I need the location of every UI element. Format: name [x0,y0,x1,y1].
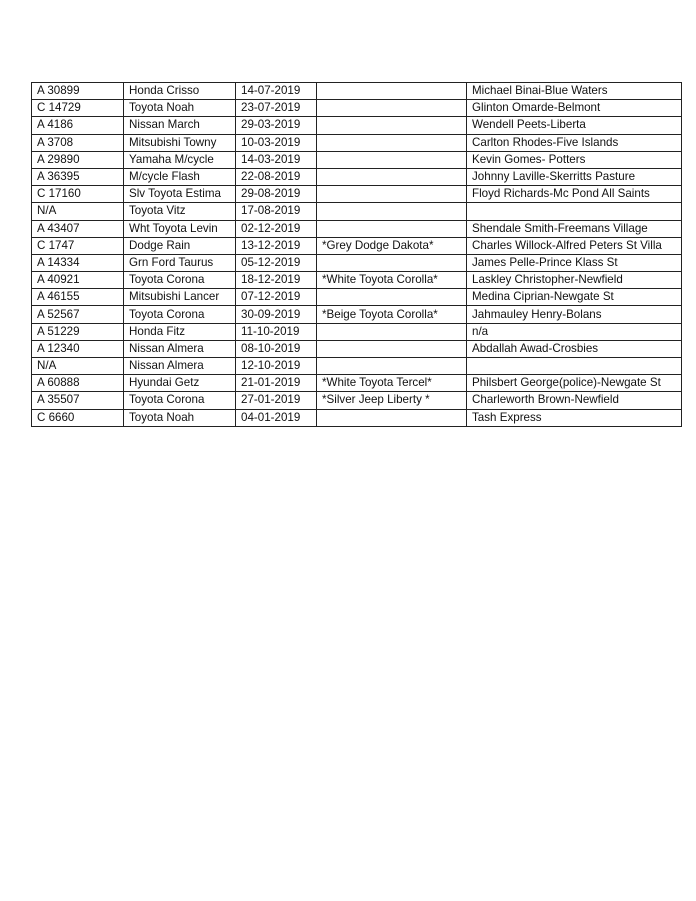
plate-number-cell: C 17160 [32,186,124,203]
plate-number-cell: A 12340 [32,340,124,357]
plate-number-cell: N/A [32,358,124,375]
owner-location-cell: Charles Willock-Alfred Peters St Villa [467,237,682,254]
replacement-vehicle-cell [317,117,467,134]
replacement-vehicle-cell [317,168,467,185]
replacement-vehicle-cell [317,186,467,203]
replacement-vehicle-cell [317,254,467,271]
owner-location-cell: Carlton Rhodes-Five Islands [467,134,682,151]
date-cell: 07-12-2019 [236,289,317,306]
plate-number-cell: C 6660 [32,409,124,426]
vehicle-model-cell: Toyota Noah [124,409,236,426]
plate-number-cell: A 14334 [32,254,124,271]
replacement-vehicle-cell [317,220,467,237]
plate-number-cell: A 46155 [32,289,124,306]
date-cell: 23-07-2019 [236,100,317,117]
plate-number-cell: C 1747 [32,237,124,254]
replacement-vehicle-cell [317,289,467,306]
replacement-vehicle-cell: *Grey Dodge Dakota* [317,237,467,254]
replacement-vehicle-cell [317,409,467,426]
vehicle-model-cell: Hyundai Getz [124,375,236,392]
table-row [32,272,682,289]
replacement-vehicle-cell: *Silver Jeep Liberty * [317,392,467,409]
table-row [32,186,682,203]
vehicle-records-table [31,82,682,427]
date-cell: 14-03-2019 [236,151,317,168]
owner-location-cell: Abdallah Awad-Crosbies [467,340,682,357]
table-row [32,168,682,185]
replacement-vehicle-cell: *Beige Toyota Corolla* [317,306,467,323]
vehicle-model-cell: Toyota Noah [124,100,236,117]
table-row [32,289,682,306]
replacement-vehicle-cell [317,100,467,117]
replacement-vehicle-cell [317,358,467,375]
date-cell: 12-10-2019 [236,358,317,375]
table-body [32,83,682,427]
table-row [32,340,682,357]
owner-location-cell: Shendale Smith-Freemans Village [467,220,682,237]
plate-number-cell: A 52567 [32,306,124,323]
owner-location-cell [467,358,682,375]
replacement-vehicle-cell [317,323,467,340]
vehicle-model-cell: Toyota Corona [124,306,236,323]
date-cell: 08-10-2019 [236,340,317,357]
date-cell: 29-03-2019 [236,117,317,134]
table-row [32,100,682,117]
replacement-vehicle-cell [317,151,467,168]
plate-number-cell: A 43407 [32,220,124,237]
plate-number-cell: A 40921 [32,272,124,289]
owner-location-cell: Charleworth Brown-Newfield [467,392,682,409]
table-row [32,323,682,340]
plate-number-cell: A 30899 [32,83,124,100]
owner-location-cell: Wendell Peets-Liberta [467,117,682,134]
table-row [32,392,682,409]
vehicle-model-cell: Slv Toyota Estima [124,186,236,203]
date-cell: 13-12-2019 [236,237,317,254]
owner-location-cell: James Pelle-Prince Klass St [467,254,682,271]
date-cell: 29-08-2019 [236,186,317,203]
table-row [32,220,682,237]
plate-number-cell: A 4186 [32,117,124,134]
vehicle-model-cell: Dodge Rain [124,237,236,254]
owner-location-cell: Kevin Gomes- Potters [467,151,682,168]
replacement-vehicle-cell [317,340,467,357]
vehicle-model-cell: Yamaha M/cycle [124,151,236,168]
table-row [32,237,682,254]
owner-location-cell: Floyd Richards-Mc Pond All Saints [467,186,682,203]
replacement-vehicle-cell [317,203,467,220]
owner-location-cell: Glinton Omarde-Belmont [467,100,682,117]
plate-number-cell: A 36395 [32,168,124,185]
date-cell: 30-09-2019 [236,306,317,323]
vehicle-model-cell: Nissan Almera [124,340,236,357]
date-cell: 14-07-2019 [236,83,317,100]
table-row [32,409,682,426]
plate-number-cell: A 35507 [32,392,124,409]
table-row [32,151,682,168]
date-cell: 21-01-2019 [236,375,317,392]
vehicle-model-cell: Nissan March [124,117,236,134]
vehicle-model-cell: Honda Crisso [124,83,236,100]
owner-location-cell: n/a [467,323,682,340]
plate-number-cell: A 29890 [32,151,124,168]
vehicle-model-cell: M/cycle Flash [124,168,236,185]
date-cell: 22-08-2019 [236,168,317,185]
date-cell: 05-12-2019 [236,254,317,271]
owner-location-cell: Philsbert George(police)-Newgate St [467,375,682,392]
date-cell: 17-08-2019 [236,203,317,220]
vehicle-model-cell: Grn Ford Taurus [124,254,236,271]
vehicle-model-cell: Wht Toyota Levin [124,220,236,237]
table-row [32,134,682,151]
table-row [32,203,682,220]
date-cell: 18-12-2019 [236,272,317,289]
date-cell: 27-01-2019 [236,392,317,409]
date-cell: 02-12-2019 [236,220,317,237]
owner-location-cell: Jahmauley Henry-Bolans [467,306,682,323]
owner-location-cell: Medina Ciprian-Newgate St [467,289,682,306]
vehicle-model-cell: Honda Fitz [124,323,236,340]
date-cell: 04-01-2019 [236,409,317,426]
table-row [32,358,682,375]
vehicle-model-cell: Toyota Corona [124,392,236,409]
plate-number-cell: A 60888 [32,375,124,392]
date-cell: 11-10-2019 [236,323,317,340]
vehicle-model-cell: Toyota Corona [124,272,236,289]
table-row [32,375,682,392]
replacement-vehicle-cell: *White Toyota Tercel* [317,375,467,392]
date-cell: 10-03-2019 [236,134,317,151]
plate-number-cell: A 51229 [32,323,124,340]
vehicle-model-cell: Toyota Vitz [124,203,236,220]
owner-location-cell: Johnny Laville-Skerritts Pasture [467,168,682,185]
replacement-vehicle-cell [317,134,467,151]
plate-number-cell: A 3708 [32,134,124,151]
replacement-vehicle-cell [317,83,467,100]
vehicle-model-cell: Mitsubishi Lancer [124,289,236,306]
table-row [32,254,682,271]
owner-location-cell: Michael Binai-Blue Waters [467,83,682,100]
plate-number-cell: N/A [32,203,124,220]
table-row [32,83,682,100]
plate-number-cell: C 14729 [32,100,124,117]
table-row [32,306,682,323]
owner-location-cell [467,203,682,220]
vehicle-model-cell: Mitsubishi Towny [124,134,236,151]
owner-location-cell: Tash Express [467,409,682,426]
owner-location-cell: Laskley Christopher-Newfield [467,272,682,289]
replacement-vehicle-cell: *White Toyota Corolla* [317,272,467,289]
table-row [32,117,682,134]
vehicle-model-cell: Nissan Almera [124,358,236,375]
